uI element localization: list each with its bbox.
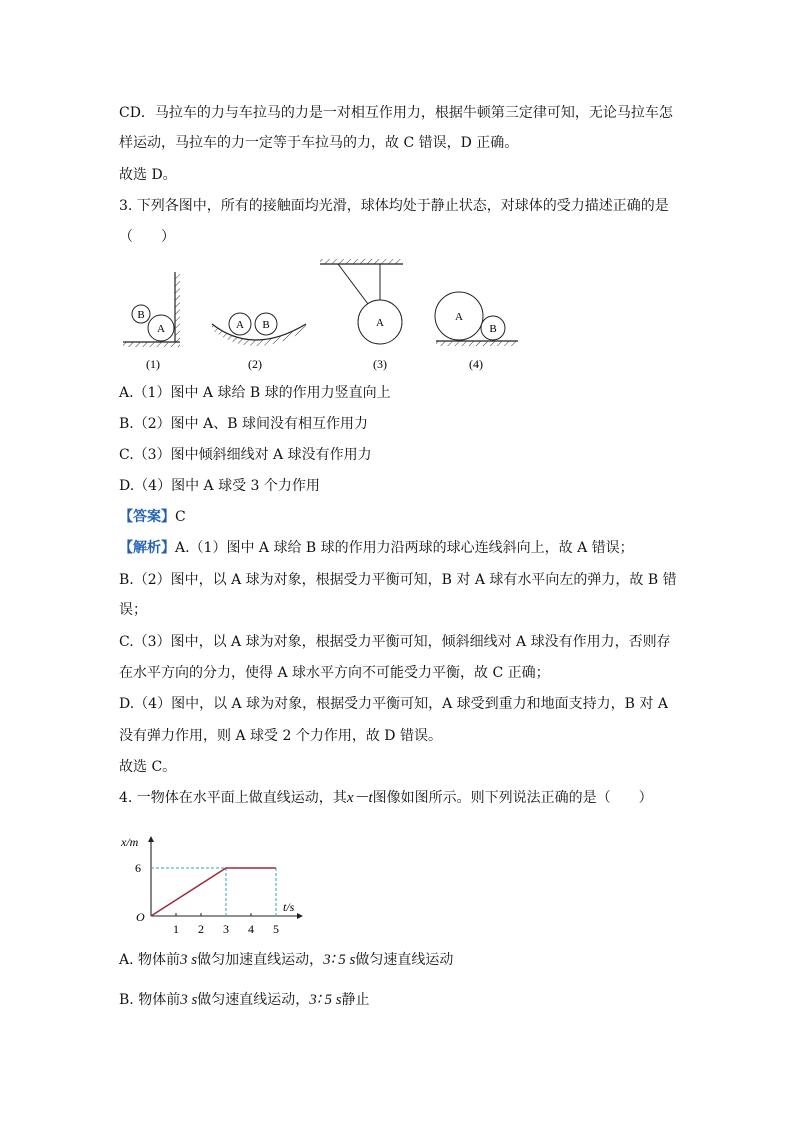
analysis-tag: 【解析】 — [119, 540, 175, 556]
q2-conclusion: 故选 D。 — [119, 167, 177, 183]
q3-answer — [119, 507, 186, 527]
q3-analysis-line-5: 在水平方向的分力，使得 A 球水平方向不可能受力平衡，故 C 正确； — [119, 665, 550, 681]
q3-analysis-line-6: D.（4）图中，以 A 球为对象，根据受力平衡可知，A 球受到重力和地面支持力，B 对 A — [119, 696, 668, 712]
q4-stem: 4. 一物体在水平面上做直线运动，其x－t图像如图所示。则下列说法正确的是（ ） — [119, 790, 653, 806]
q4-option-a: A. 物体前3 s做匀加速直线运动，3∶ 5 s做匀速直线运动 — [119, 952, 454, 968]
fig4-ball-b: B — [489, 323, 497, 335]
q3-option-a: A.（1）图中 A 球给 B 球的作用力竖直向上 — [119, 385, 391, 401]
xt-chart — [110, 808, 330, 943]
q2-analysis-line-2: 样运动，马拉车的力一定等于车拉马的力，故 C 错误，D 正确。 — [119, 135, 519, 151]
origin-label: O — [136, 910, 145, 924]
figure-3 — [320, 259, 403, 371]
x-tick-label-1: 1 — [173, 922, 179, 936]
x-axis-arrow — [297, 913, 303, 919]
x-tick-label-2: 2 — [198, 922, 204, 936]
figure-4 — [435, 292, 518, 371]
y-axis-label: x/m — [121, 835, 139, 849]
figure-1 — [123, 272, 180, 371]
fig1-ball-b: B — [137, 309, 145, 321]
series-line-0 — [151, 868, 276, 916]
q3-analysis-line-2: B.（2）图中，以 A 球为对象，根据受力平衡可知，B 对 A 球有水平向左的弹力，故 B 错 — [119, 572, 677, 588]
y-tick-label-6: 6 — [135, 861, 141, 875]
fig4-label: (4) — [469, 357, 483, 371]
fig3-ball-a: A — [376, 317, 384, 329]
x-tick-label-4: 4 — [248, 922, 254, 936]
q3-analysis-line-4: C.（3）图中，以 A 球为对象，根据受力平衡可知，倾斜细线对 A 球没有作用力，否则存 — [119, 634, 671, 650]
x-tick-label-5: 5 — [273, 922, 279, 936]
answer-value: C — [175, 509, 186, 525]
q3-analysis-line-3: 误； — [119, 602, 147, 618]
q3-option-c: C.（3）图中倾斜细线对 A 球没有作用力 — [119, 447, 372, 463]
fig2-ball-b: B — [262, 319, 270, 331]
figure-2 — [212, 313, 306, 371]
answer-tag: 【答案】 — [119, 509, 175, 525]
x-tick-label-3: 3 — [223, 922, 229, 936]
xt-symbol: x－t — [346, 790, 373, 806]
q3-option-b: B.（2）图中 A、B 球间没有相互作用力 — [119, 416, 368, 432]
q3-analysis-line-7: 没有弹力作用，则 A 球受 2 个力作用，故 D 错误。 — [119, 728, 442, 744]
fig2-ball-a: A — [236, 319, 244, 331]
fig4-ball-a: A — [455, 311, 463, 323]
fig2-label: (2) — [248, 357, 262, 371]
q2-analysis-line-1: CD．马拉车的力与车拉马的力是一对相互作用力，根据牛顿第三定律可知，无论马拉车怎 — [119, 105, 673, 121]
q3-conclusion: 故选 C。 — [119, 759, 177, 775]
q3-figures — [110, 252, 530, 377]
q4-option-b: B. 物体前3 s做匀速直线运动，3∶ 5 s静止 — [119, 992, 370, 1008]
x-axis-label: t/s — [283, 900, 295, 914]
y-axis-arrow — [148, 836, 154, 842]
q3-blank: （ ） — [119, 229, 175, 245]
q3-stem: 3. 下列各图中，所有的接触面均光滑，球体均处于静止状态，对球体的受力描述正确的是 — [119, 198, 669, 214]
fig3-label: (3) — [373, 357, 387, 371]
fig1-ball-a: A — [157, 323, 165, 335]
fig1-label: (1) — [146, 357, 160, 371]
q3-option-d: D.（4）图中 A 球受 3 个力作用 — [119, 478, 320, 494]
q3-analysis-line-1: 【解析】A.（1）图中 A 球给 B 球的作用力沿两球的球心连线斜向上，故 A 错误； — [119, 540, 634, 556]
